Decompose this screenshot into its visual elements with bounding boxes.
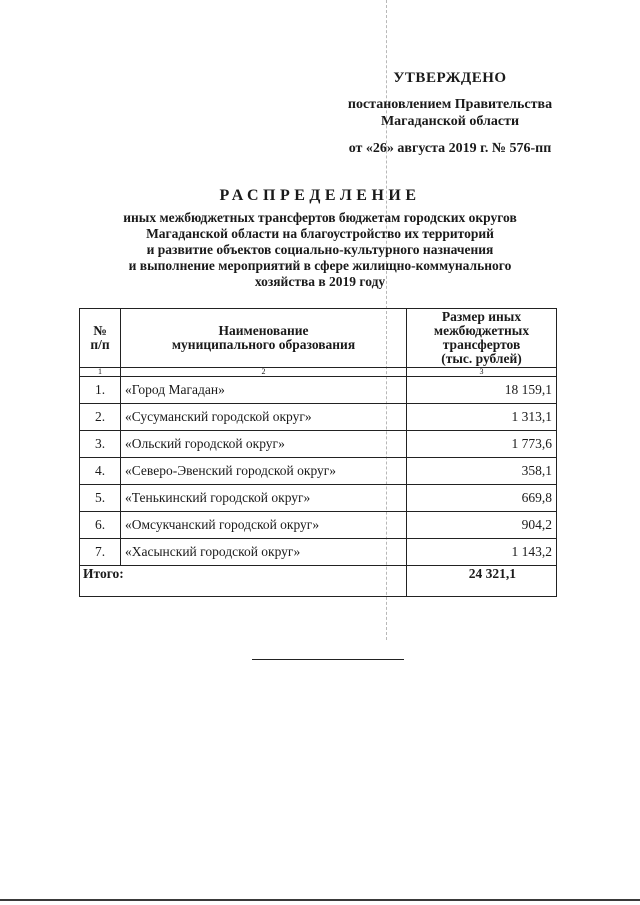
- header-amount-line4: (тыс. рублей): [441, 351, 522, 366]
- subtitle-line: хозяйства в 2019 году: [254, 274, 386, 289]
- row-number: 2.: [80, 404, 121, 431]
- header-number-line2: п/п: [90, 337, 110, 352]
- header-amount-line1: Размер иных: [441, 309, 522, 324]
- header-amount: [407, 309, 557, 368]
- row-amount: 1 143,2: [407, 539, 557, 566]
- row-number: 3.: [80, 431, 121, 458]
- row-amount: 1 313,1: [407, 404, 557, 431]
- row-number: 7.: [80, 539, 121, 566]
- approval-line: постановлением Правительства: [347, 97, 553, 112]
- subtitle-line: иных межбюджетных трансфертов бюджетам городских округов: [123, 210, 517, 225]
- row-number: 5.: [80, 485, 121, 512]
- approval-heading: УТВЕРЖДЕНО: [393, 70, 507, 86]
- scan-edge: [0, 899, 640, 901]
- table-row: [80, 512, 557, 539]
- header-municipality: [121, 309, 407, 368]
- total-amount: 24 321,1: [407, 566, 557, 597]
- row-amount: 669,8: [407, 485, 557, 512]
- row-amount: 18 159,1: [407, 377, 557, 404]
- row-number: 4.: [80, 458, 121, 485]
- header-number-line1: №: [93, 323, 107, 338]
- row-municipality: «Ольский городской округ»: [121, 431, 407, 458]
- row-municipality: «Омсукчанский городской округ»: [121, 512, 407, 539]
- approval-date: от «26» августа 2019 г. № 576-пп: [348, 141, 552, 156]
- approval-line: Магаданской области: [380, 114, 520, 129]
- row-municipality: «Хасынский городской округ»: [121, 539, 407, 566]
- table-row: [80, 377, 557, 404]
- table-row: [80, 485, 557, 512]
- row-municipality: «Северо-Эвенский городской округ»: [121, 458, 407, 485]
- row-amount: 904,2: [407, 512, 557, 539]
- row-amount: 358,1: [407, 458, 557, 485]
- separator-line: [252, 659, 404, 660]
- header-municipality-line1: Наименование: [218, 323, 309, 338]
- header-municipality-line2: муниципального образования: [171, 337, 356, 352]
- table-row: [80, 431, 557, 458]
- document-title: РАСПРЕДЕЛЕНИЕ: [219, 187, 421, 204]
- subtitle-line: Магаданской области на благоустройство их территорий: [146, 226, 494, 241]
- total-row: [80, 566, 557, 597]
- header-amount-line2: межбюджетных: [433, 323, 530, 338]
- approval-stamp: [330, 70, 570, 157]
- document-subtitle: [100, 210, 540, 290]
- table-row: [80, 539, 557, 566]
- header-amount-line3: трансфертов: [442, 337, 521, 352]
- row-municipality: «Тенькинский городской округ»: [121, 485, 407, 512]
- column-number-row: [80, 368, 557, 377]
- distribution-table: [79, 308, 557, 597]
- table-row: [80, 404, 557, 431]
- table-row: [80, 458, 557, 485]
- column-number: 2: [121, 368, 407, 377]
- row-number: 1.: [80, 377, 121, 404]
- total-label: Итого:: [80, 566, 407, 597]
- subtitle-line: и выполнение мероприятий в сфере жилищно-коммунального: [128, 258, 512, 273]
- row-number: 6.: [80, 512, 121, 539]
- column-number: 3: [407, 368, 557, 377]
- row-municipality: «Город Магадан»: [121, 377, 407, 404]
- row-amount: 1 773,6: [407, 431, 557, 458]
- row-municipality: «Сусуманский городской округ»: [121, 404, 407, 431]
- header-number: [80, 309, 121, 368]
- subtitle-line: и развитие объектов социально-культурного назначения: [146, 242, 494, 257]
- table-header-row: [80, 309, 557, 368]
- column-number: 1: [80, 368, 121, 377]
